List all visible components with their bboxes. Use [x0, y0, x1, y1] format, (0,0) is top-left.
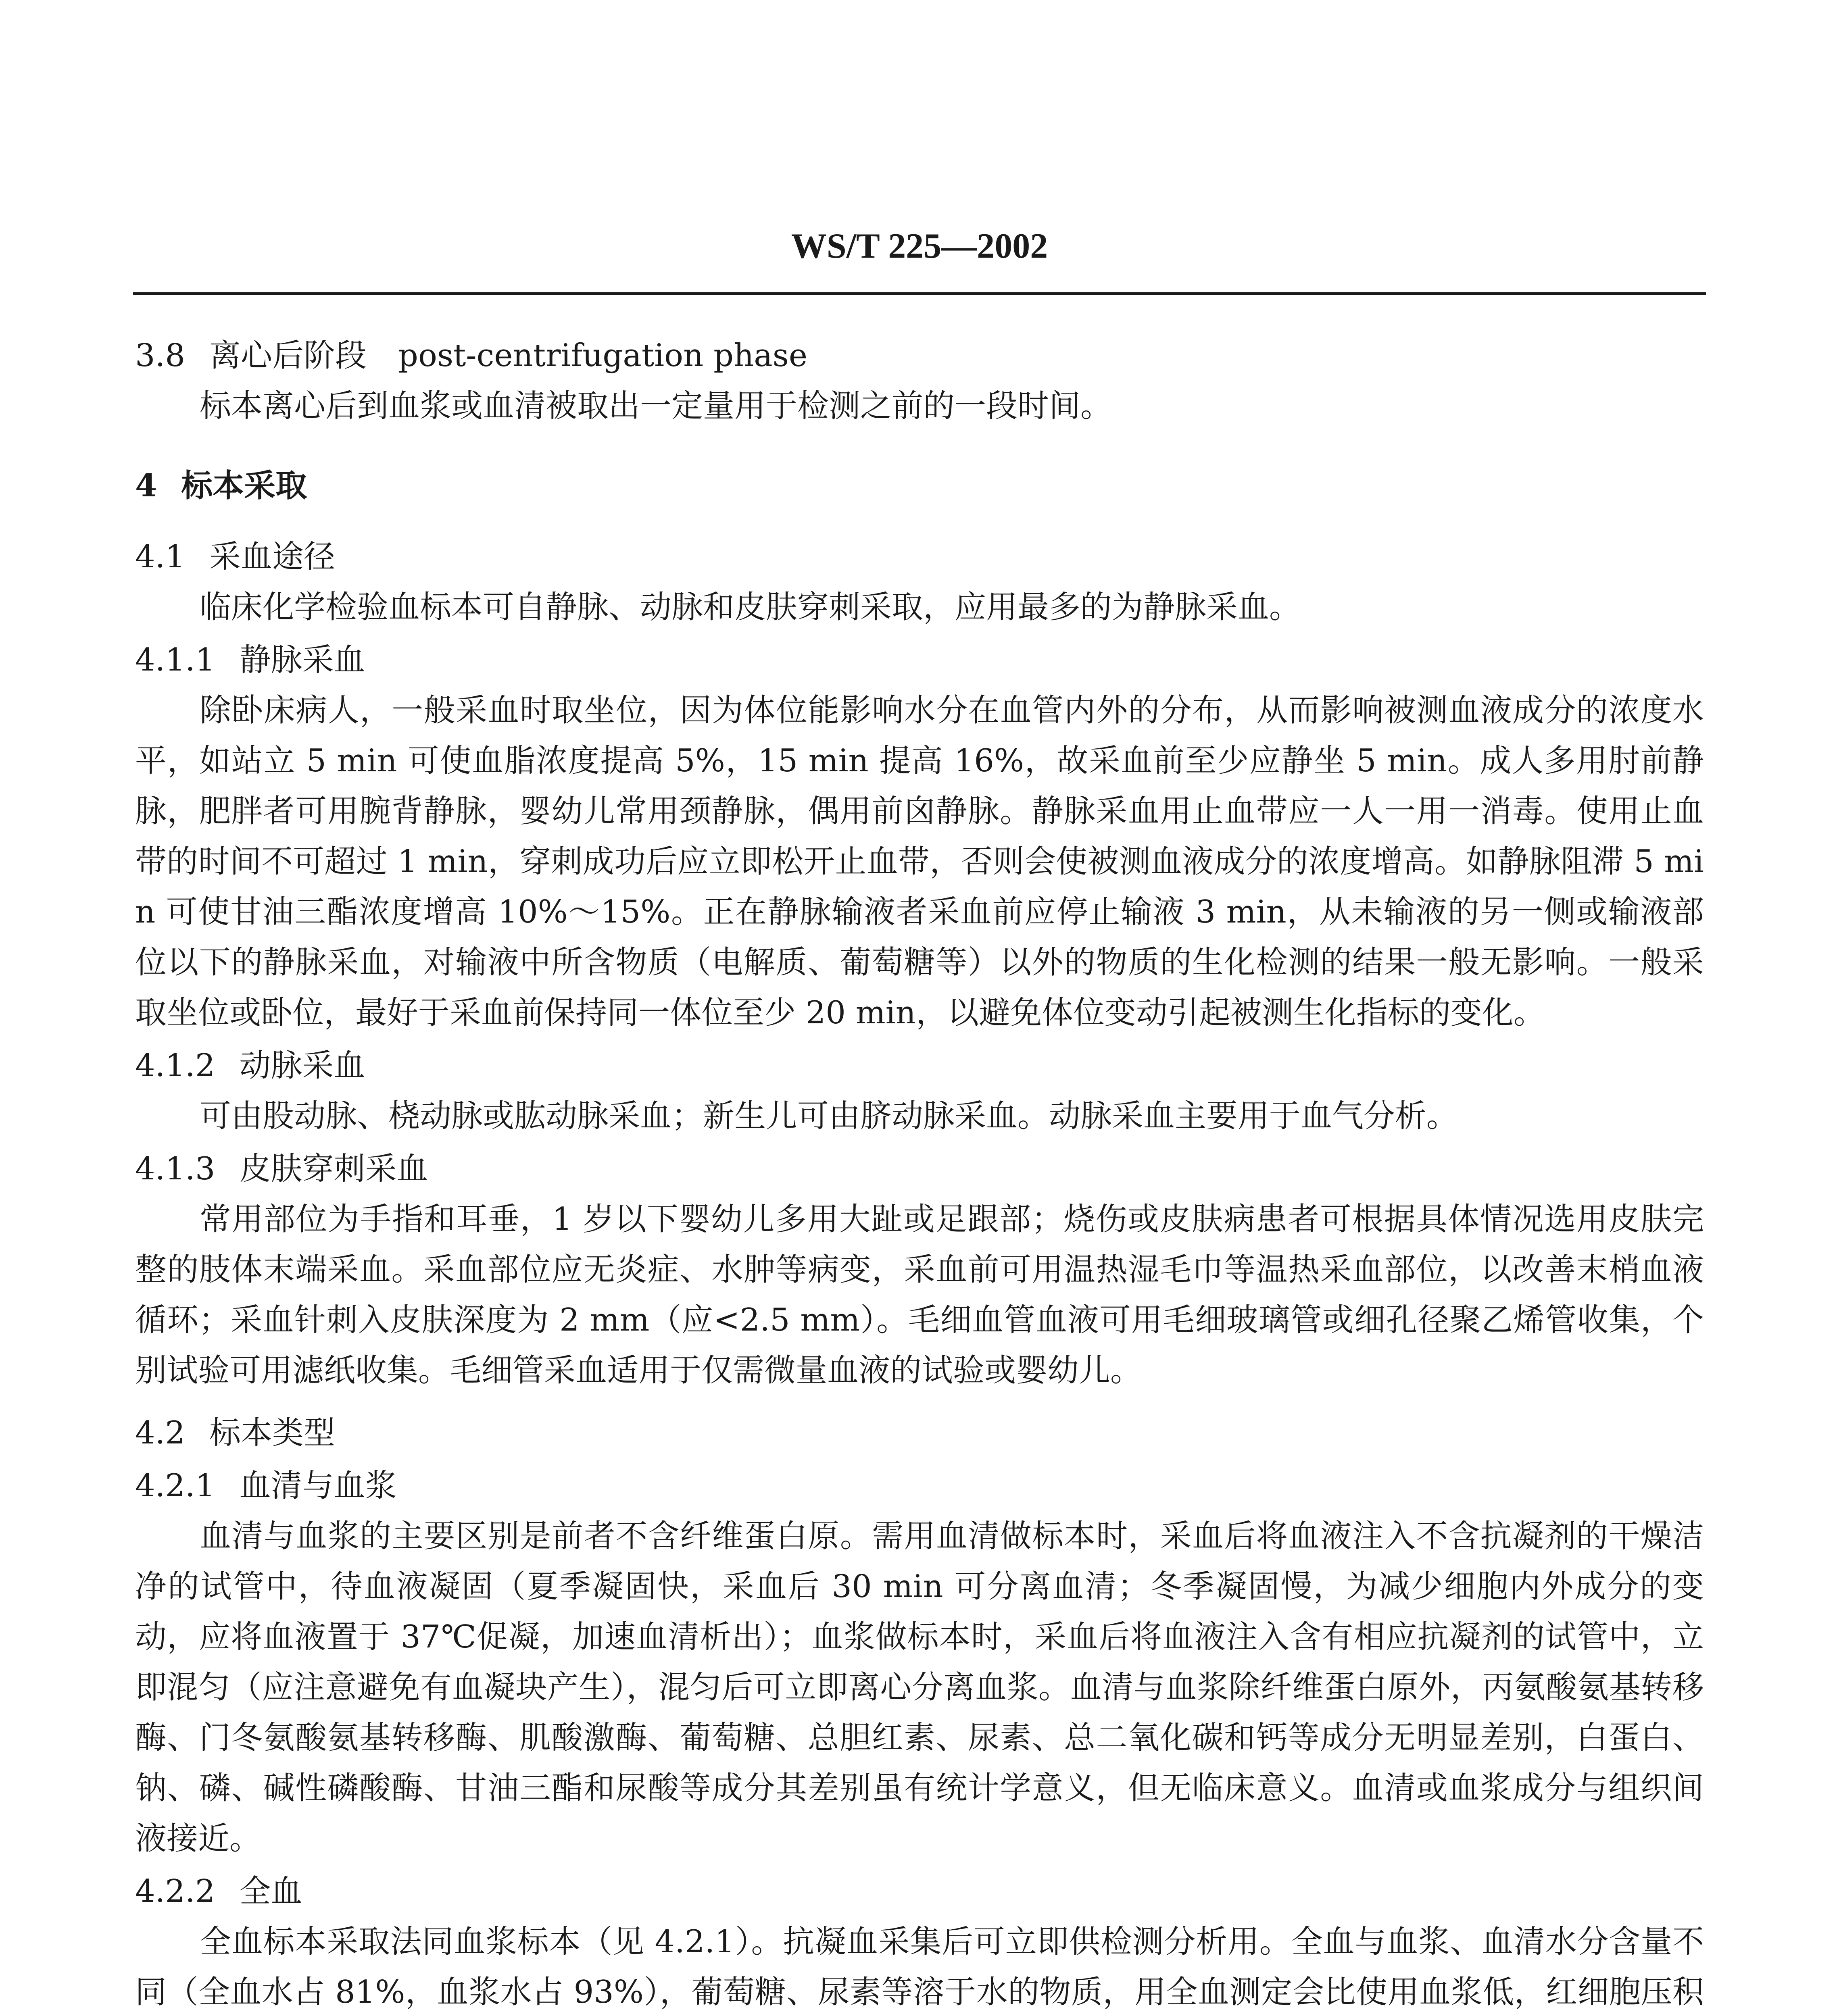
section-number: 4.2 — [135, 1415, 186, 1451]
section-number: 4.1.1 — [135, 642, 215, 678]
section-heading — [135, 1408, 1704, 1458]
paragraph: 血清与血浆的主要区别是前者不含纤维蛋白原。需用血清做标本时，采血后将血液注入不含抗凝剂的干燥洁净的试管中，待血液凝固（夏季凝固快，采血后 30 min 可分离血清；冬季凝固慢，为减少细胞内外成分的变动，应将血液置于 37℃促凝，加速血清析出）；血浆做标本时，采血后将血液注入含有相应抗凝剂的试管中，立即混匀（应注意避免有血凝块产生），混匀后可立即离心分离血浆。血清与血浆除纤维蛋白原外，丙氨酸氨基转移酶、门冬氨酸氨基转移酶、肌酸激酶、葡萄糖、总胆红素、尿素、总二氧化碳和钙等成分无明显差别，白蛋白、钠、磷、碱性磷酸酶、甘油三酯和尿酸等成分其差别虽有统计学意义，但无临床意义。血清或血浆成分与组织间液接近。 — [135, 1518, 1704, 1857]
section-heading — [135, 635, 1704, 685]
section-heading — [135, 532, 1704, 582]
section-number: 4.1 — [135, 539, 186, 575]
section-heading — [135, 1041, 1704, 1091]
paragraph: 可由股动脉、桡动脉或肱动脉采血；新生儿可由脐动脉采血。动脉采血主要用于血气分析。 — [200, 1098, 1458, 1134]
section-number: 4.1.3 — [135, 1151, 215, 1187]
section-heading — [135, 1461, 1704, 1511]
section-number: 4 — [135, 467, 157, 504]
paragraph: 临床化学检验血标本可自静脉、动脉和皮肤穿刺采取，应用最多的为静脉采血。 — [200, 589, 1301, 625]
section-heading — [135, 331, 1704, 381]
header-rule — [133, 292, 1706, 295]
section-number: 4.1.2 — [135, 1048, 215, 1084]
section-title: 标本类型 — [209, 1415, 336, 1451]
section-number: 4.2.1 — [135, 1468, 215, 1504]
page-header-standard-code: WS/T 225—2002 — [791, 227, 1048, 266]
section-title: 动脉采血 — [239, 1048, 365, 1084]
section-title: 标本采取 — [181, 467, 307, 504]
paragraph: 全血标本采取法同血浆标本（见 4.2.1）。抗凝血采集后可立即供检测分析用。全血与血浆、血清水分含量不同（全血水占 81%，血浆水占 93%），葡萄糖、尿素等溶于水的物质，用全血测定会比使用血浆低，红细胞压积 — [135, 1924, 1704, 2010]
section-title: 全血 — [239, 1873, 302, 1910]
section-title: 静脉采血 — [239, 642, 365, 678]
paragraph: 标本离心后到血浆或血清被取出一定量用于检测之前的一段时间。 — [200, 388, 1112, 424]
paragraph: 常用部位为手指和耳垂，1 岁以下婴幼儿多用大趾或足跟部；烧伤或皮肤病患者可根据具体情况选用皮肤完整的肢体末端采血。采血部位应无炎症、水肿等病变，采血前可用温热湿毛巾等温热采血部位，以改善末梢血液循环；采血针刺入皮肤深度为 2 mm（应<2.5 mm）。毛细血管血液可用毛细玻璃管或细孔径聚乙烯管收集，个别试验可用滤纸收集。毛细管采血适用于仅需微量血液的试验或婴幼儿。 — [135, 1201, 1704, 1389]
section-heading — [135, 1866, 1704, 1917]
section-number: 4.2.2 — [135, 1873, 215, 1910]
section-heading — [135, 1144, 1704, 1194]
section-heading — [135, 460, 1704, 511]
section-title: 皮肤穿刺采血 — [239, 1151, 428, 1187]
paragraph: 除卧床病人，一般采血时取坐位，因为体位能影响水分在血管内外的分布，从而影响被测血液成分的浓度水平，如站立 5 min 可使血脂浓度提高 5%，15 min 提高 16%，故采血前至少应静坐 5 min。成人多用肘前静脉，肥胖者可用腕背静脉，婴幼儿常用颈静脉，偶用前囟静脉。静脉采血用止血带应一人一用一消毒。使用止血带的时间不可超过 1 min，穿刺成功后应立即松开止血带，否则会使被测血液成分的浓度增高。如静脉阻滞 5 min 可使甘油三酯浓度增高 10%～15%。正在静脉输液者采血前应停止输液 3 min，从未输液的另一侧或输液部位以下的静脉采血，对输液中所含物质（电解质、葡萄糖等）以外的物质的生化检测的结果一般无影响。一般采取坐位或卧位，最好于采血前保持同一体位至少 20 min，以避免体位变动引起被测生化指标的变化。 — [135, 692, 1704, 1031]
section-number: 3.8 — [135, 337, 186, 374]
document-body — [135, 319, 1704, 2016]
section-title: 血清与血浆 — [239, 1468, 397, 1504]
section-title: 离心后阶段 post-centrifugation phase — [209, 337, 807, 374]
section-title: 采血途径 — [209, 539, 336, 575]
